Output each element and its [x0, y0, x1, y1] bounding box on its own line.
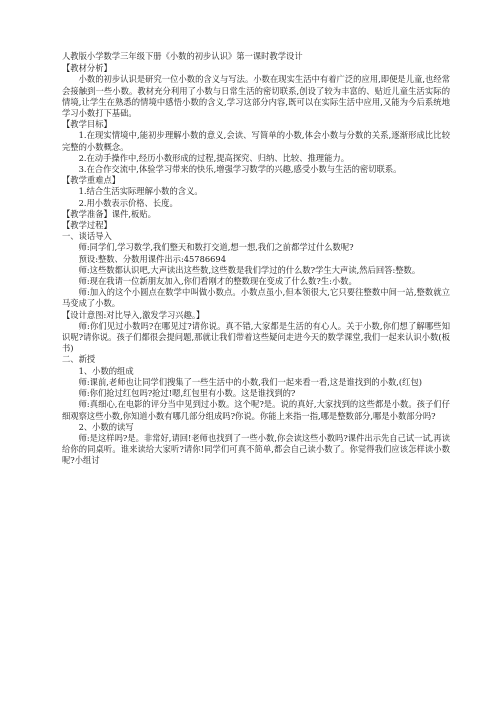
section-heading: 【教学重难点】: [62, 175, 121, 186]
paragraph: 师:同学们,学习数学,我们整天和数打交道,想一想,我们之前都学过什么数呢?: [78, 242, 354, 253]
section-heading: 【教材分析】: [62, 63, 112, 74]
paragraph: 师:真细心,在电影的评分当中见到过小数。这个呢?是。说的真好,大家找到的这些都是小数。孩子们仔细观察这些小数,你知道小数有哪几部分组成吗?你说。你能上来指一指,哪是整数部分,哪是小数部分吗?: [62, 399, 450, 421]
section-heading: 【教学目标】: [62, 119, 112, 130]
paragraph: 2、小数的读写: [78, 421, 134, 432]
paragraph: 1、小数的组成: [78, 365, 134, 376]
paragraph: 师:课前,老师也让同学们搜集了一些生活中的小数,我们一起来看一看,这是谁找到的小数,(红包): [78, 376, 422, 387]
paragraph: 预设:整数、分数用课件出示:45786694: [78, 253, 226, 264]
paragraph: 师:你们见过小数吗?在哪见过?请你说。真不错,大家都是生活的有心人。关于小数,你们想了解哪些知识呢?请你说。孩子们都很会提问题,那就让我们带着这些疑问走进今天的数学课堂,我们一起来认识小数(板书): [62, 320, 450, 354]
document-title: 人教版小学数学三年级下册《小数的初步认识》第一课时教学设计: [62, 51, 303, 61]
paragraph: 师:你们抢过红包吗?抢过!嗯,红包里有小数。这是谁找到的?: [78, 388, 296, 399]
paragraph: 1.结合生活实际理解小数的含义。: [78, 186, 203, 197]
paragraph: 师:这些数都认识吧,大声读出这些数,这些数是我们学过的什么数?学生大声读,然后回答:整数。: [78, 264, 421, 275]
paragraph: 师:是这样吗?是。非常好,请回!老师也找到了一些小数,你会读这些小数吗?课件出示先自己试一试,再读给你的同桌听。谁来读给大家听?请你!同学们可真不简单,都会自己读小数了。你觉得我们应该怎样读小数呢?小组讨: [62, 432, 451, 466]
section-heading: 【教学过程】: [62, 220, 112, 231]
paragraph: 2.在动手操作中,经历小数形成的过程,提高探究、归纳、比较、推理能力。: [78, 152, 349, 163]
paragraph: 师:现在我请一位新朋友加入,你们看刚才的整数现在变成了什么数?生:小数。: [78, 276, 357, 287]
paragraph: 1.在现实情境中,能初步理解小数的意义,会读、写简单的小数,体会小数与分数的关系,逐渐形成比比较完整的小数概念。: [62, 130, 450, 152]
paragraph: 小数的初步认识是研究一位小数的含义与写法。小数在现实生活中有着广泛的应用,即便是儿童,也经常会接触到一些小数。教材充分利用了小数与日常生活的密切联系,创设了较为丰富的、贴近儿童生活实际的情境,让学生在熟悉的情境中感悟小数的含义,学习这部分内容,既可以在实际生活中应用,又能为今后系统地学习小数打下基础。: [62, 74, 450, 119]
section-heading: 二、新授: [62, 354, 96, 365]
section-heading: 一、谈话导入: [62, 231, 112, 242]
paragraph: 3.在合作交流中,体验学习带来的快乐,增强学习数学的兴趣,感受小数与生活的密切联系。: [78, 164, 402, 175]
section-heading: 【设计意图:对比导入,激发学习兴趣。】: [62, 309, 205, 320]
paragraph: 2.用小数表示价格、长度。: [78, 197, 178, 208]
document-body: [62, 63, 450, 466]
paragraph: 师:加入的这个小圆点在数学中叫做小数点。小数点虽小,但本领很大,它只要往整数中间一站,整数就立马变成了小数。: [62, 287, 450, 309]
section-heading: 【教学准备】课件,板贴。: [62, 208, 156, 219]
